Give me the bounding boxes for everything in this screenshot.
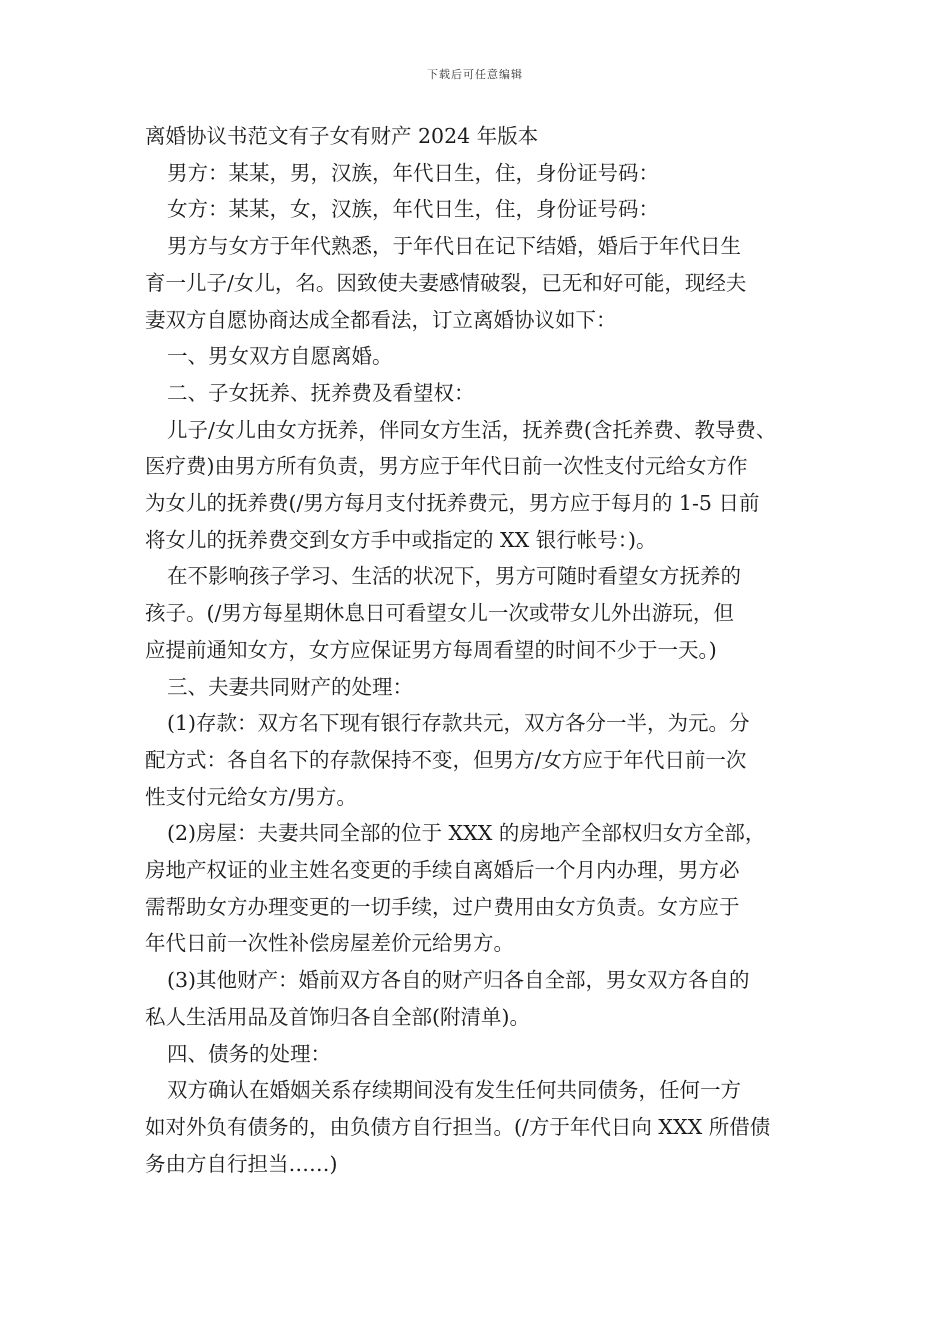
document-title: 离婚协议书范文有子女有财产 2024 年版本 — [145, 124, 539, 148]
document-line: 在不影响孩子学习、生活的状况下，男方可随时看望女方抚养的 — [167, 564, 741, 589]
document-line: 育一儿子/女儿，名。因致使夫妻感情破裂，已无和好可能，现经夫 — [145, 270, 747, 295]
document-line: (1)存款：双方名下现有银行存款共元，双方各分一半，为元。分 — [167, 711, 750, 736]
document-line: 为女儿的抚养费(/男方每月支付抚养费元，男方应于每月的 1-5 日前 — [145, 491, 760, 516]
document-body — [145, 118, 835, 1182]
document-line: 如对外负有债务的，由负债方自行担当。(/方于年代日向 XXX 所借债 — [145, 1114, 771, 1139]
document-line: 应提前通知女方，女方应保证男方每周看望的时间不少于一天。) — [145, 637, 717, 662]
document-line: 将女儿的抚养费交到女方手中或指定的 XX 银行帐号：)。 — [145, 527, 657, 552]
document-line: 妻双方自愿协商达成全都看法，订立离婚协议如下： — [145, 307, 617, 332]
document-line: 二、子女抚养、抚养费及看望权： — [167, 380, 475, 405]
document-line: 私人生活用品及首饰归各自全部(附清单)。 — [145, 1004, 530, 1029]
document-line: 男方与女方于年代熟悉，于年代日在记下结婚，婚后于年代日生 — [167, 234, 741, 259]
document-line: 性支付元给女方/男方。 — [145, 784, 357, 809]
document-line: 一、男女双方自愿离婚。 — [167, 344, 393, 369]
document-line: 儿子/女儿由女方抚养，伴同女方生活，抚养费(含托养费、教导费、 — [167, 417, 777, 442]
document-line: 孩子。(/男方每星期休息日可看望女儿一次或带女儿外出游玩，但 — [145, 601, 734, 626]
page-header: 下载后可任意编辑 — [427, 68, 523, 81]
document-line: 年代日前一次性补偿房屋差价元给男方。 — [145, 931, 514, 956]
document-line: 男方：某某，男，汉族，年代日生，住，身份证号码： — [167, 160, 659, 185]
document-line: 三、夫妻共同财产的处理： — [167, 674, 413, 699]
document-line: 医疗费)由男方所有负责，男方应于年代日前一次性支付元给女方作 — [145, 454, 748, 479]
document-line: 务由方自行担当……) — [145, 1151, 338, 1176]
document-line: 双方确认在婚姻关系存续期间没有发生任何共同债务，任何一方 — [167, 1078, 741, 1103]
document-line: 配方式：各自名下的存款保持不变，但男方/女方应于年代日前一次 — [145, 747, 747, 772]
document-line: 四、债务的处理： — [167, 1041, 331, 1066]
document-line: (2)房屋：夫妻共同全部的位于 XXX 的房地产全部权归女方全部， — [167, 821, 766, 846]
document-line: 房地产权证的业主姓名变更的手续自离婚后一个月内办理，男方必 — [145, 858, 740, 883]
document-line: 女方：某某，女，汉族，年代日生，住，身份证号码： — [167, 197, 659, 222]
document-line: (3)其他财产：婚前双方各自的财产归各自全部，男女双方各自的 — [167, 968, 750, 993]
document-line: 需帮助女方办理变更的一切手续，过户费用由女方负责。女方应于 — [145, 894, 740, 919]
